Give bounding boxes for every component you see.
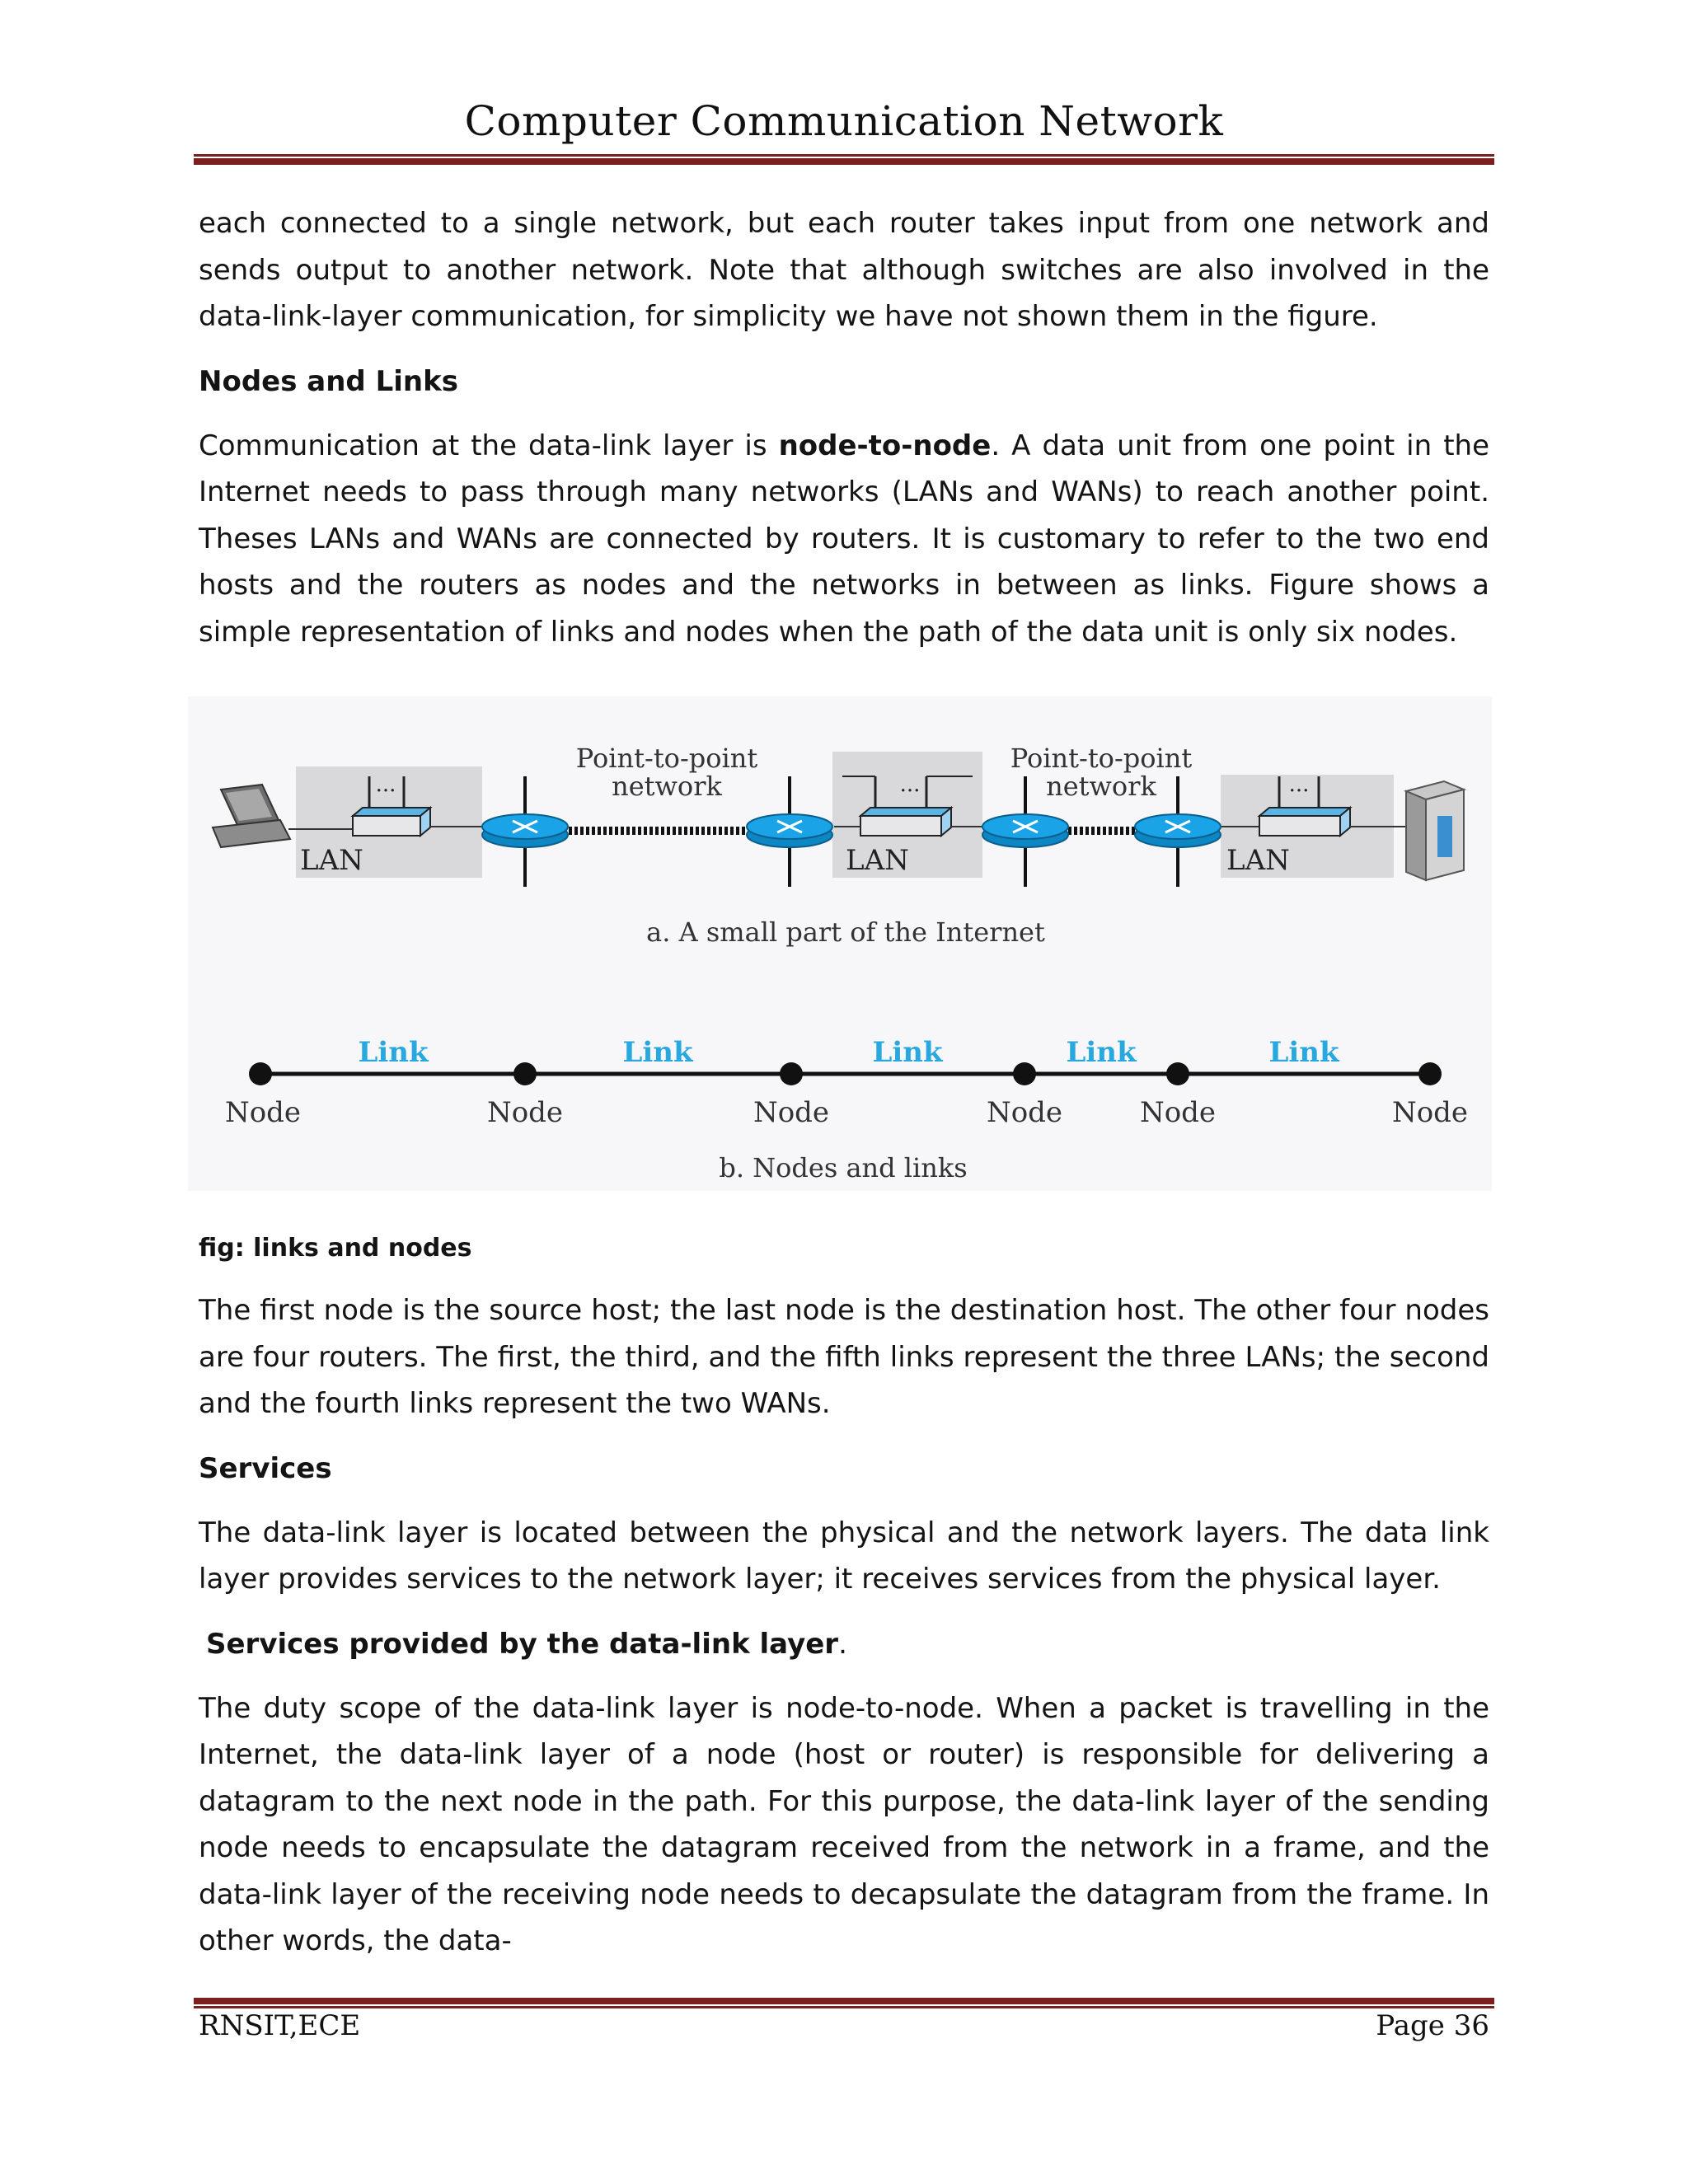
heading-services-provided-dot: . xyxy=(838,1627,847,1661)
paragraph-layer-position: The data-link layer is located between the physical and the network layers. The data link layer provides services to the network layer; it receives services from the physical layer. xyxy=(199,1516,1489,1596)
link-label-4: Link xyxy=(1066,1036,1137,1069)
laptop-icon xyxy=(213,785,290,847)
p2-pre: Communication at the data-link layer is xyxy=(199,429,779,462)
link-label-5: Link xyxy=(1268,1036,1339,1069)
lan-label-3: LAN xyxy=(1226,844,1290,877)
node-label-3: Node xyxy=(753,1096,830,1129)
heading-services-provided-text: Services provided by the data-link layer xyxy=(206,1627,839,1661)
body-column-bottom xyxy=(199,1234,1489,1965)
node-dot-2 xyxy=(513,1062,537,1085)
node-label-1: Node xyxy=(224,1096,302,1129)
lan-label-2: LAN xyxy=(846,844,909,877)
footer-institution: RNSIT,ECE xyxy=(199,2009,361,2042)
paragraph-duty-scope: The duty scope of the data-link layer is node-to-node. When a packet is travelling in the Internet, the data-link layer of a node (host or router) is responsible for delivering a datagram to the next node in the path. For this purpose, the data-link layer of the sending node needs to encapsulate the datagram received from the network in a frame, and the data-link layer of the receiving node needs to decapsulate the datagram from the frame. In other words, the data- xyxy=(199,1691,1489,1957)
p2p-label-2-line2: network xyxy=(1046,771,1156,802)
p2p-label-2-line1: Point-to-point xyxy=(1010,743,1193,774)
link-label-2: Link xyxy=(622,1036,693,1069)
node-dot-4 xyxy=(1013,1062,1036,1085)
heading-services-provided xyxy=(199,1628,1489,1661)
figure-caption: fig: links and nodes xyxy=(199,1234,472,1263)
caption-part-a: a. A small part of the Internet xyxy=(646,916,1045,948)
router-icon-4 xyxy=(1135,814,1221,847)
footer-rule-thick xyxy=(194,1998,1494,2004)
switch-1-ports: ... xyxy=(375,772,396,797)
node-label-2: Node xyxy=(486,1096,564,1129)
page-header-title: Computer Communication Network xyxy=(464,97,1224,145)
heading-services: Services xyxy=(199,1451,332,1485)
router-icon-3 xyxy=(982,814,1068,847)
node-dot-3 xyxy=(780,1062,803,1085)
paragraph-routers: each connected to a single network, but each router takes input from one network and sends output to another network. Note that although switches are also involved in the data-link-layer communication, for simplicity we have not shown them in the figure. xyxy=(199,207,1489,333)
node-label-4: Node xyxy=(986,1096,1063,1129)
node-label-5: Node xyxy=(1139,1096,1217,1129)
heading-nodes-and-links: Nodes and Links xyxy=(199,364,458,398)
footer-page-number: Page 36 xyxy=(1376,2009,1489,2042)
switch-3-ports: ... xyxy=(1288,772,1310,797)
p2p-label-1-line2: network xyxy=(612,771,722,802)
p2-bold-term: node-to-node xyxy=(778,429,992,462)
link-label-1: Link xyxy=(358,1036,429,1069)
node-dot-5 xyxy=(1166,1062,1189,1085)
p2-post: . A data unit from one point in the Internet needs to pass through many networks (LANs and WANs) to reach another point. Theses LANs and WANs are connected by routers. It is customary to refer to the two end hosts and the routers as nodes and the networks in between as links. Figure shows a simple representation of links and nodes when the path of the data unit is only six nodes. xyxy=(199,429,1490,649)
node-dot-1 xyxy=(249,1062,272,1085)
paragraph-source-destination: The first node is the source host; the last node is the destination host. The other four nodes are four routers. The first, the third, and the fifth links represent the three LANs; the second and the fourth links represent the two WANs. xyxy=(199,1294,1489,1420)
router-icon-2 xyxy=(747,814,832,847)
caption-part-b: b. Nodes and links xyxy=(719,1152,968,1183)
footer-rule-thin xyxy=(194,2006,1494,2008)
node-dot-6 xyxy=(1418,1062,1442,1085)
switch-2-ports: ... xyxy=(899,772,921,797)
p2p-label-1-line1: Point-to-point xyxy=(575,743,758,774)
lan-label-1: LAN xyxy=(300,844,363,877)
link-label-3: Link xyxy=(872,1036,943,1069)
router-icon-1 xyxy=(482,814,568,847)
server-icon xyxy=(1406,781,1464,880)
node-label-6: Node xyxy=(1391,1096,1469,1129)
